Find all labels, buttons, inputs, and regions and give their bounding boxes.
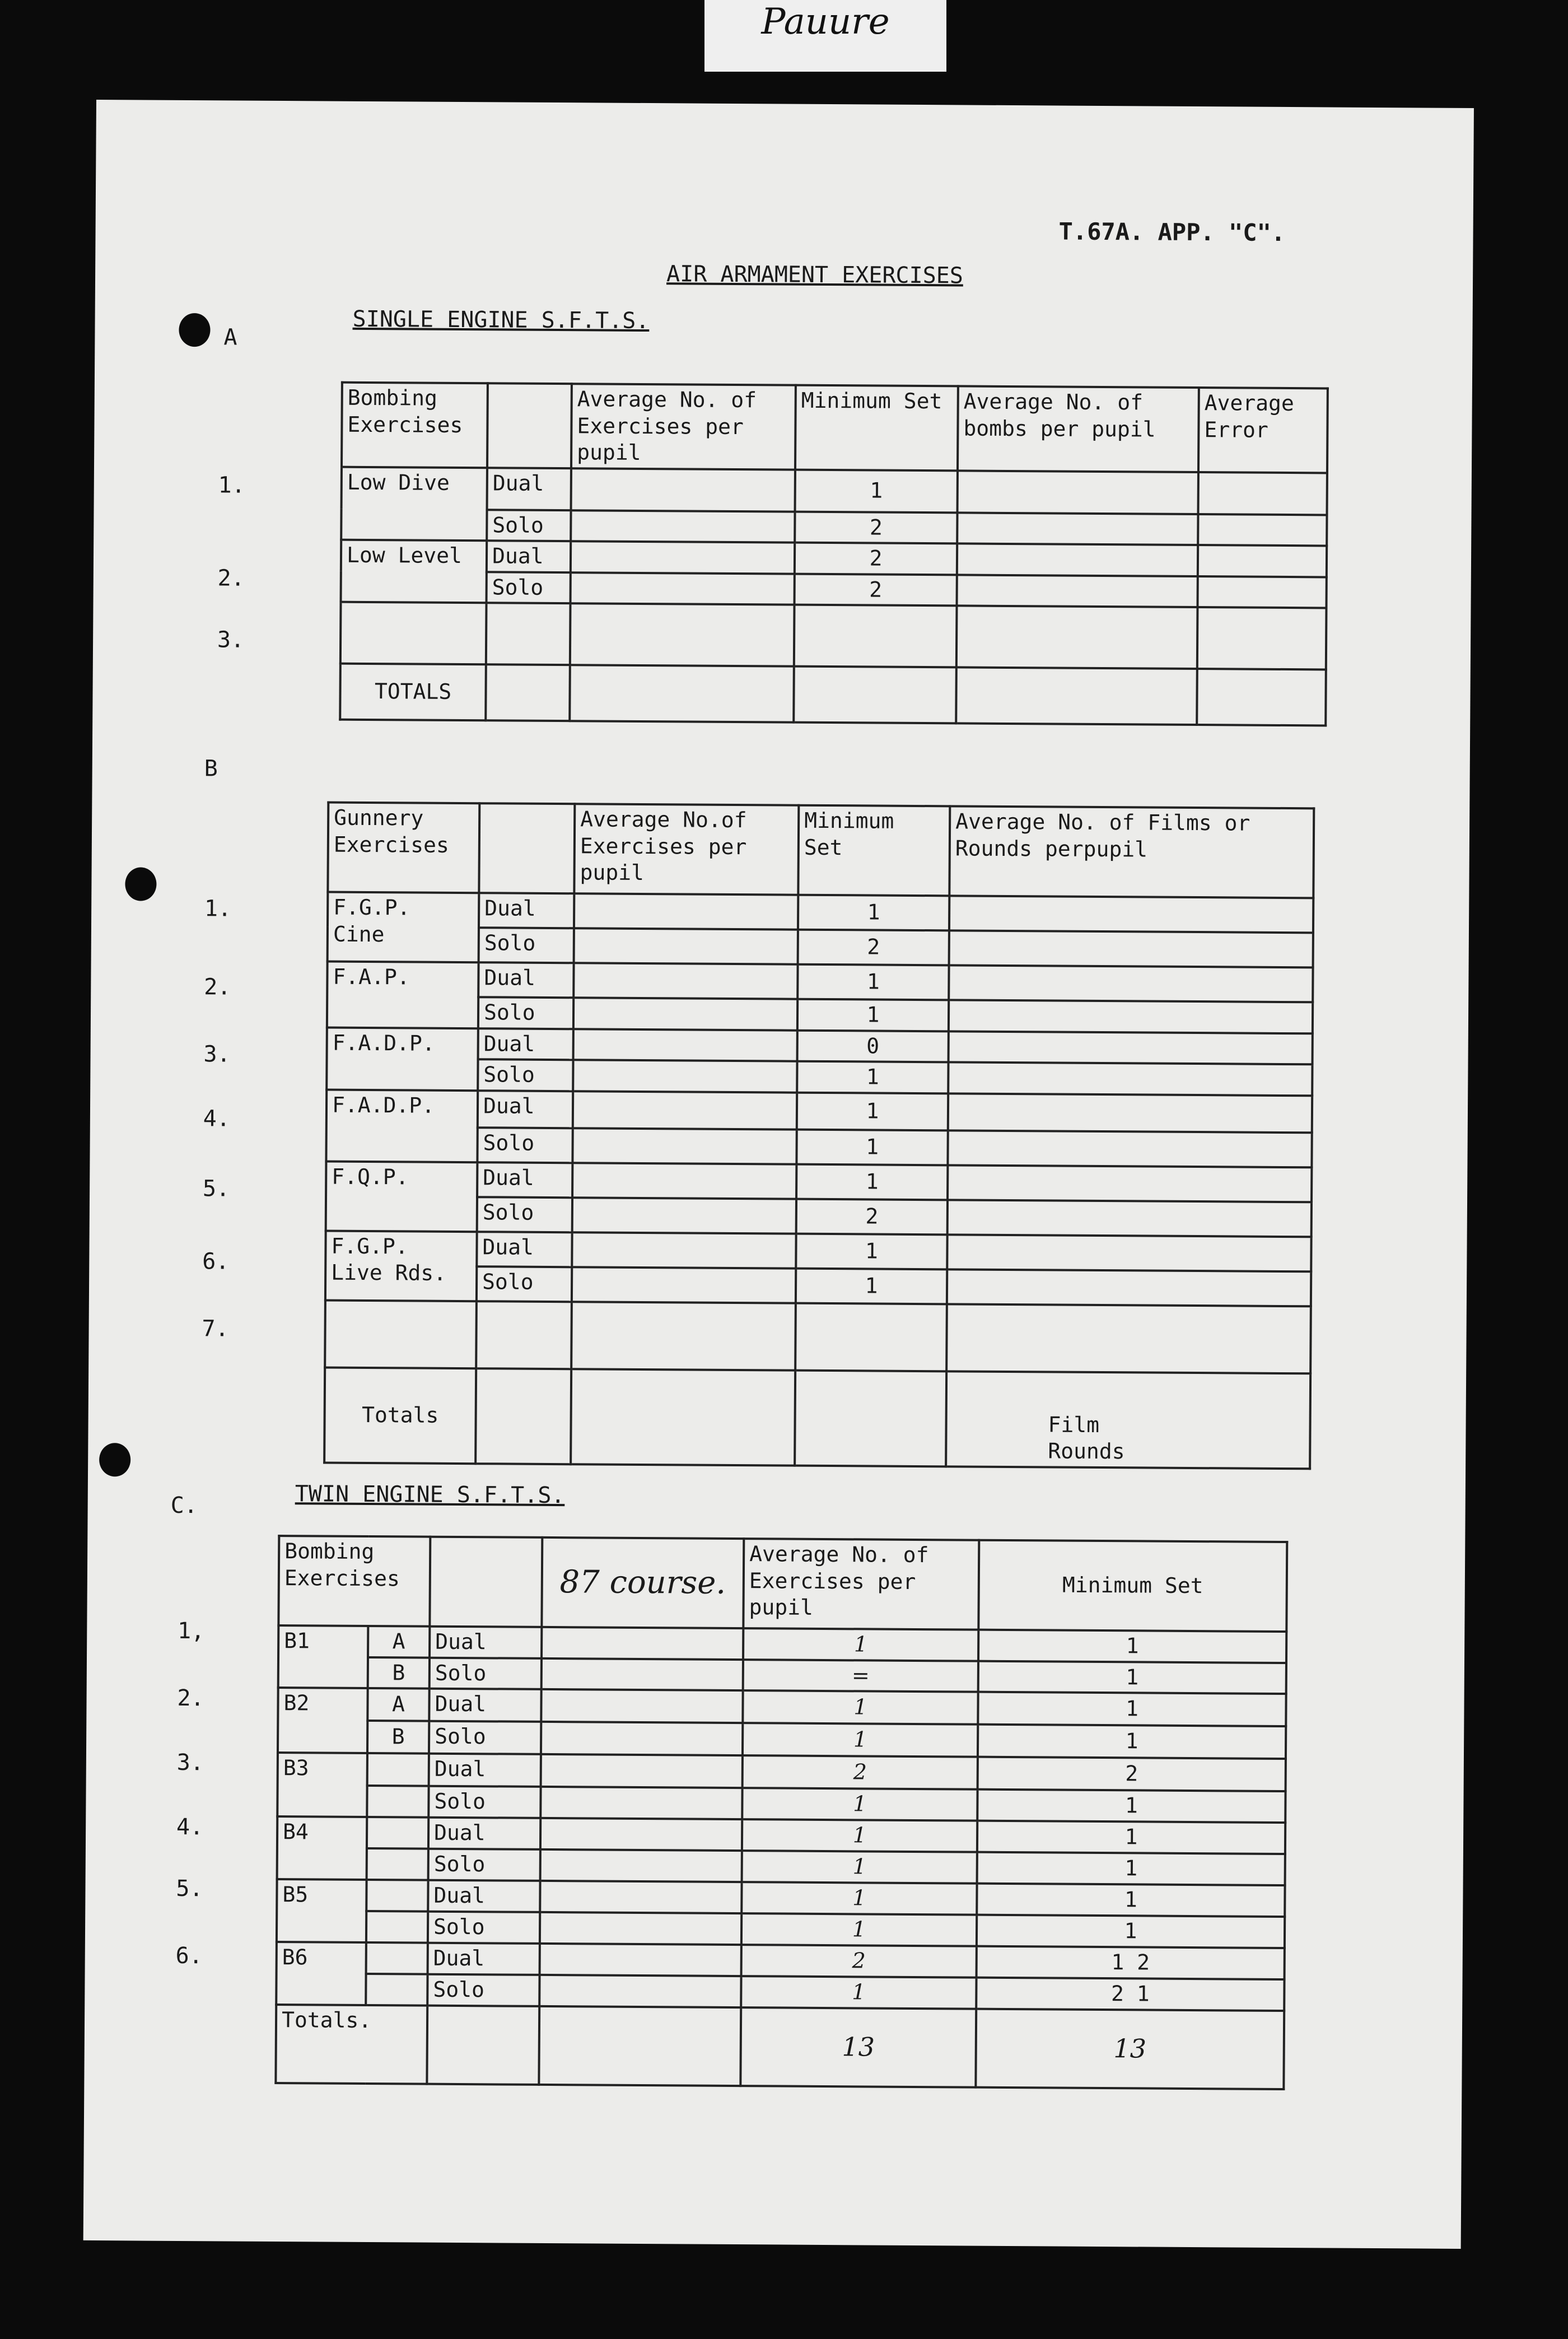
mode-cell: Dual (429, 1754, 541, 1787)
mode-cell: Solo (479, 928, 574, 963)
twin-engine-bombing-table (274, 1535, 1288, 2090)
sub-label (367, 1848, 428, 1880)
minimum-set-cell: 2 (795, 511, 957, 543)
table-row (325, 1231, 1311, 1271)
row-number: 5. (202, 1176, 230, 1202)
table-row (278, 1720, 1286, 1759)
sub-label: A (367, 1688, 429, 1721)
minimum-set-cell: 2 (796, 1199, 948, 1234)
average-cell: = (743, 1660, 978, 1692)
mode-cell: Solo (478, 1059, 573, 1091)
average-cell: 1 (743, 1690, 978, 1725)
minimum-set-cell: 1 (978, 1725, 1286, 1759)
average-cell: 1 (741, 1913, 977, 1946)
table-row (326, 1089, 1312, 1133)
column-header (479, 803, 575, 893)
exercise-name: B3 (277, 1753, 367, 1817)
exercise-name: B2 (278, 1688, 368, 1753)
sub-label: B (368, 1657, 430, 1689)
mode-cell: Dual (428, 1880, 540, 1912)
sub-label: A (368, 1626, 430, 1657)
exercise-name: F.G.P. Live Rds. (325, 1231, 477, 1301)
section-c-letter: C. (170, 1492, 198, 1519)
totals-label: Totals (324, 1367, 476, 1464)
minimum-set-cell: 1 (795, 469, 958, 512)
minimum-set-cell: 1 (797, 1092, 948, 1130)
document-sheet (83, 100, 1474, 2249)
average-cell: 1 (743, 1628, 978, 1661)
totals-row (340, 664, 1326, 726)
sub-label (366, 1974, 427, 2006)
punch-hole-icon (125, 867, 156, 901)
column-header (487, 383, 572, 468)
minimum-set-cell: 1 (977, 1821, 1285, 1854)
section-a-letter: A (223, 324, 237, 351)
minimum-set-cell: 2 (798, 930, 949, 966)
mode-cell: Dual (487, 468, 571, 510)
punch-hole-icon (99, 1443, 130, 1476)
section-b-letter: B (204, 756, 218, 782)
mode-cell: Solo (487, 510, 571, 541)
mode-cell: Dual (477, 1162, 572, 1198)
row-number: 2. (217, 565, 245, 591)
average-cell: 2 (741, 1945, 977, 1978)
exercise-name: B5 (277, 1879, 367, 1942)
mode-cell: Solo (428, 1786, 540, 1818)
mode-cell: Dual (479, 893, 574, 928)
mode-cell: Dual (428, 1818, 540, 1849)
row-number: 4. (203, 1106, 231, 1132)
minimum-set-cell: 2 (978, 1757, 1286, 1791)
minimum-set-cell: 1 (978, 1630, 1286, 1663)
row-number: 7. (202, 1316, 229, 1342)
minimum-set-cell: 1 (977, 1790, 1285, 1823)
totals-label: Totals. (276, 2005, 427, 2084)
row-number: 3. (176, 1749, 204, 1776)
row-number: 1. (204, 896, 232, 922)
column-header: Bombing Exercises (342, 383, 488, 468)
column-header (430, 1537, 542, 1627)
sub-label: B (367, 1721, 429, 1754)
minimum-set-cell: 1 (977, 1852, 1285, 1885)
punch-hole-icon (179, 313, 210, 347)
mode-cell: Dual (478, 1091, 573, 1128)
sub-label (367, 1786, 428, 1818)
column-header: Average No. of Exercises per pupil (743, 1539, 979, 1630)
totals-label: TOTALS (340, 664, 486, 721)
average-cell: 1 (741, 1882, 977, 1915)
mode-cell: Solo (429, 1721, 541, 1754)
minimum-set-cell: 1 (977, 1915, 1285, 1948)
exercise-name: B4 (277, 1816, 367, 1880)
minimum-set-cell: 1 (796, 1129, 948, 1165)
mode-cell: Dual (428, 1943, 540, 1975)
column-header: Minimum Set (978, 1540, 1287, 1632)
mode-cell: Solo (427, 1974, 539, 2006)
exercise-name: F.A.D.P. (326, 1089, 478, 1162)
minimum-set-cell: 1 (978, 1692, 1286, 1726)
average-cell: 1 (743, 1723, 978, 1757)
mode-cell: Dual (478, 1028, 573, 1060)
average-cell: 1 (742, 1819, 977, 1852)
document-reference: T.67A. APP. "C". (1058, 217, 1286, 246)
section-a-heading: SINGLE ENGINE S.F.T.S. (352, 306, 650, 334)
table-row (278, 1688, 1286, 1726)
exercise-name: Low Dive (341, 467, 487, 541)
mode-cell: Solo (477, 1266, 572, 1302)
column-header: Bombing Exercises (278, 1536, 430, 1627)
minimum-set-cell: 1 (797, 999, 949, 1031)
row-number: 2. (177, 1685, 204, 1712)
row-number: 6. (202, 1248, 230, 1275)
minimum-set-cell: 1 (797, 965, 949, 1000)
table-row (278, 1753, 1286, 1791)
sub-label (367, 1817, 428, 1849)
mode-cell: Solo (478, 997, 573, 1029)
row-number: 1. (218, 472, 245, 498)
table-row (328, 892, 1313, 933)
exercise-name: F.Q.P. (326, 1161, 478, 1232)
row-number: 3. (217, 627, 245, 653)
exercise-name: F.G.P. Cine (328, 892, 479, 963)
exercise-name: F.A.P. (327, 962, 479, 1028)
column-header: Average No. of Films or Rounds perpupil (949, 806, 1314, 898)
minimum-set-cell: 1 (796, 1164, 948, 1200)
totals-row (276, 2005, 1284, 2089)
mode-cell: Dual (429, 1689, 541, 1722)
rounds-label: Rounds (1048, 1438, 1125, 1464)
mode-cell: Solo (477, 1127, 572, 1163)
document-title: AIR ARMAMENT EXERCISES (666, 261, 964, 289)
minimum-set-cell: 1 (977, 1884, 1285, 1917)
table-row (327, 1027, 1313, 1064)
section-c-heading: TWIN ENGINE S.F.T.S. (295, 1481, 565, 1509)
exercise-name: B6 (276, 1942, 366, 2005)
column-header: Minimum Set (795, 385, 958, 470)
film-label: Film (1048, 1411, 1100, 1437)
average-cell: 1 (742, 1788, 977, 1821)
mode-cell: Solo (428, 1849, 540, 1881)
gunnery-table (323, 802, 1315, 1470)
column-header: Average Error (1198, 388, 1328, 473)
minimum-set-cell: 1 2 (977, 1946, 1285, 1979)
row-number: 6. (175, 1942, 203, 1969)
sub-label (366, 1942, 428, 1974)
mode-cell: Dual (487, 541, 571, 572)
row-number: 5. (176, 1875, 203, 1902)
exercise-name: Low Level (341, 540, 487, 603)
sub-label (367, 1753, 429, 1786)
archive-tag: Pauure (704, 0, 946, 72)
row-number: 4. (176, 1814, 204, 1841)
column-header: Minimum Set (798, 805, 950, 896)
column-header: Average No. of bombs per pupil (958, 386, 1199, 472)
mode-cell: Solo (428, 1912, 540, 1944)
table-row (327, 962, 1313, 1003)
table-row (326, 1161, 1312, 1202)
minimum-set-cell: 1 (796, 1233, 947, 1269)
column-header: Average No. of Exercises per pupil (571, 384, 796, 469)
total-average: 13 (740, 2007, 976, 2088)
mode-cell: Solo (487, 572, 571, 603)
course-note: 87 course. (542, 1537, 744, 1628)
average-cell: 1 (742, 1851, 977, 1884)
totals-row (324, 1367, 1310, 1469)
sub-label (366, 1880, 428, 1912)
average-cell: 1 (741, 1976, 976, 2009)
minimum-set-cell: 1 (978, 1661, 1286, 1694)
total-minimum: 13 (976, 2009, 1284, 2089)
minimum-set-cell: 2 (795, 574, 957, 605)
minimum-set-cell: 2 (795, 543, 957, 575)
mode-cell: Dual (430, 1627, 542, 1658)
minimum-set-cell: 2 1 (976, 1978, 1284, 2011)
row-number: 1, (177, 1618, 205, 1644)
average-cell: 2 (743, 1755, 978, 1790)
mode-cell: Solo (430, 1657, 542, 1689)
mode-cell: Dual (477, 1232, 572, 1267)
minimum-set-cell: 1 (796, 1268, 947, 1304)
mode-cell: Solo (477, 1197, 572, 1232)
exercise-name: B1 (278, 1625, 368, 1688)
minimum-set-cell: 1 (797, 1061, 948, 1093)
minimum-set-cell: 0 (797, 1030, 949, 1062)
single-engine-bombing-table (339, 381, 1329, 727)
row-number: 3. (203, 1041, 231, 1068)
sub-label (366, 1911, 428, 1943)
row-number: 2. (204, 974, 231, 1000)
table-row (342, 467, 1327, 515)
column-header: Gunnery Exercises (328, 803, 479, 893)
minimum-set-cell: 1 (798, 895, 949, 931)
column-header: Average No.of Exercises per pupil (574, 804, 799, 894)
exercise-name: F.A.D.P. (326, 1027, 478, 1091)
mode-cell: Dual (478, 962, 573, 998)
